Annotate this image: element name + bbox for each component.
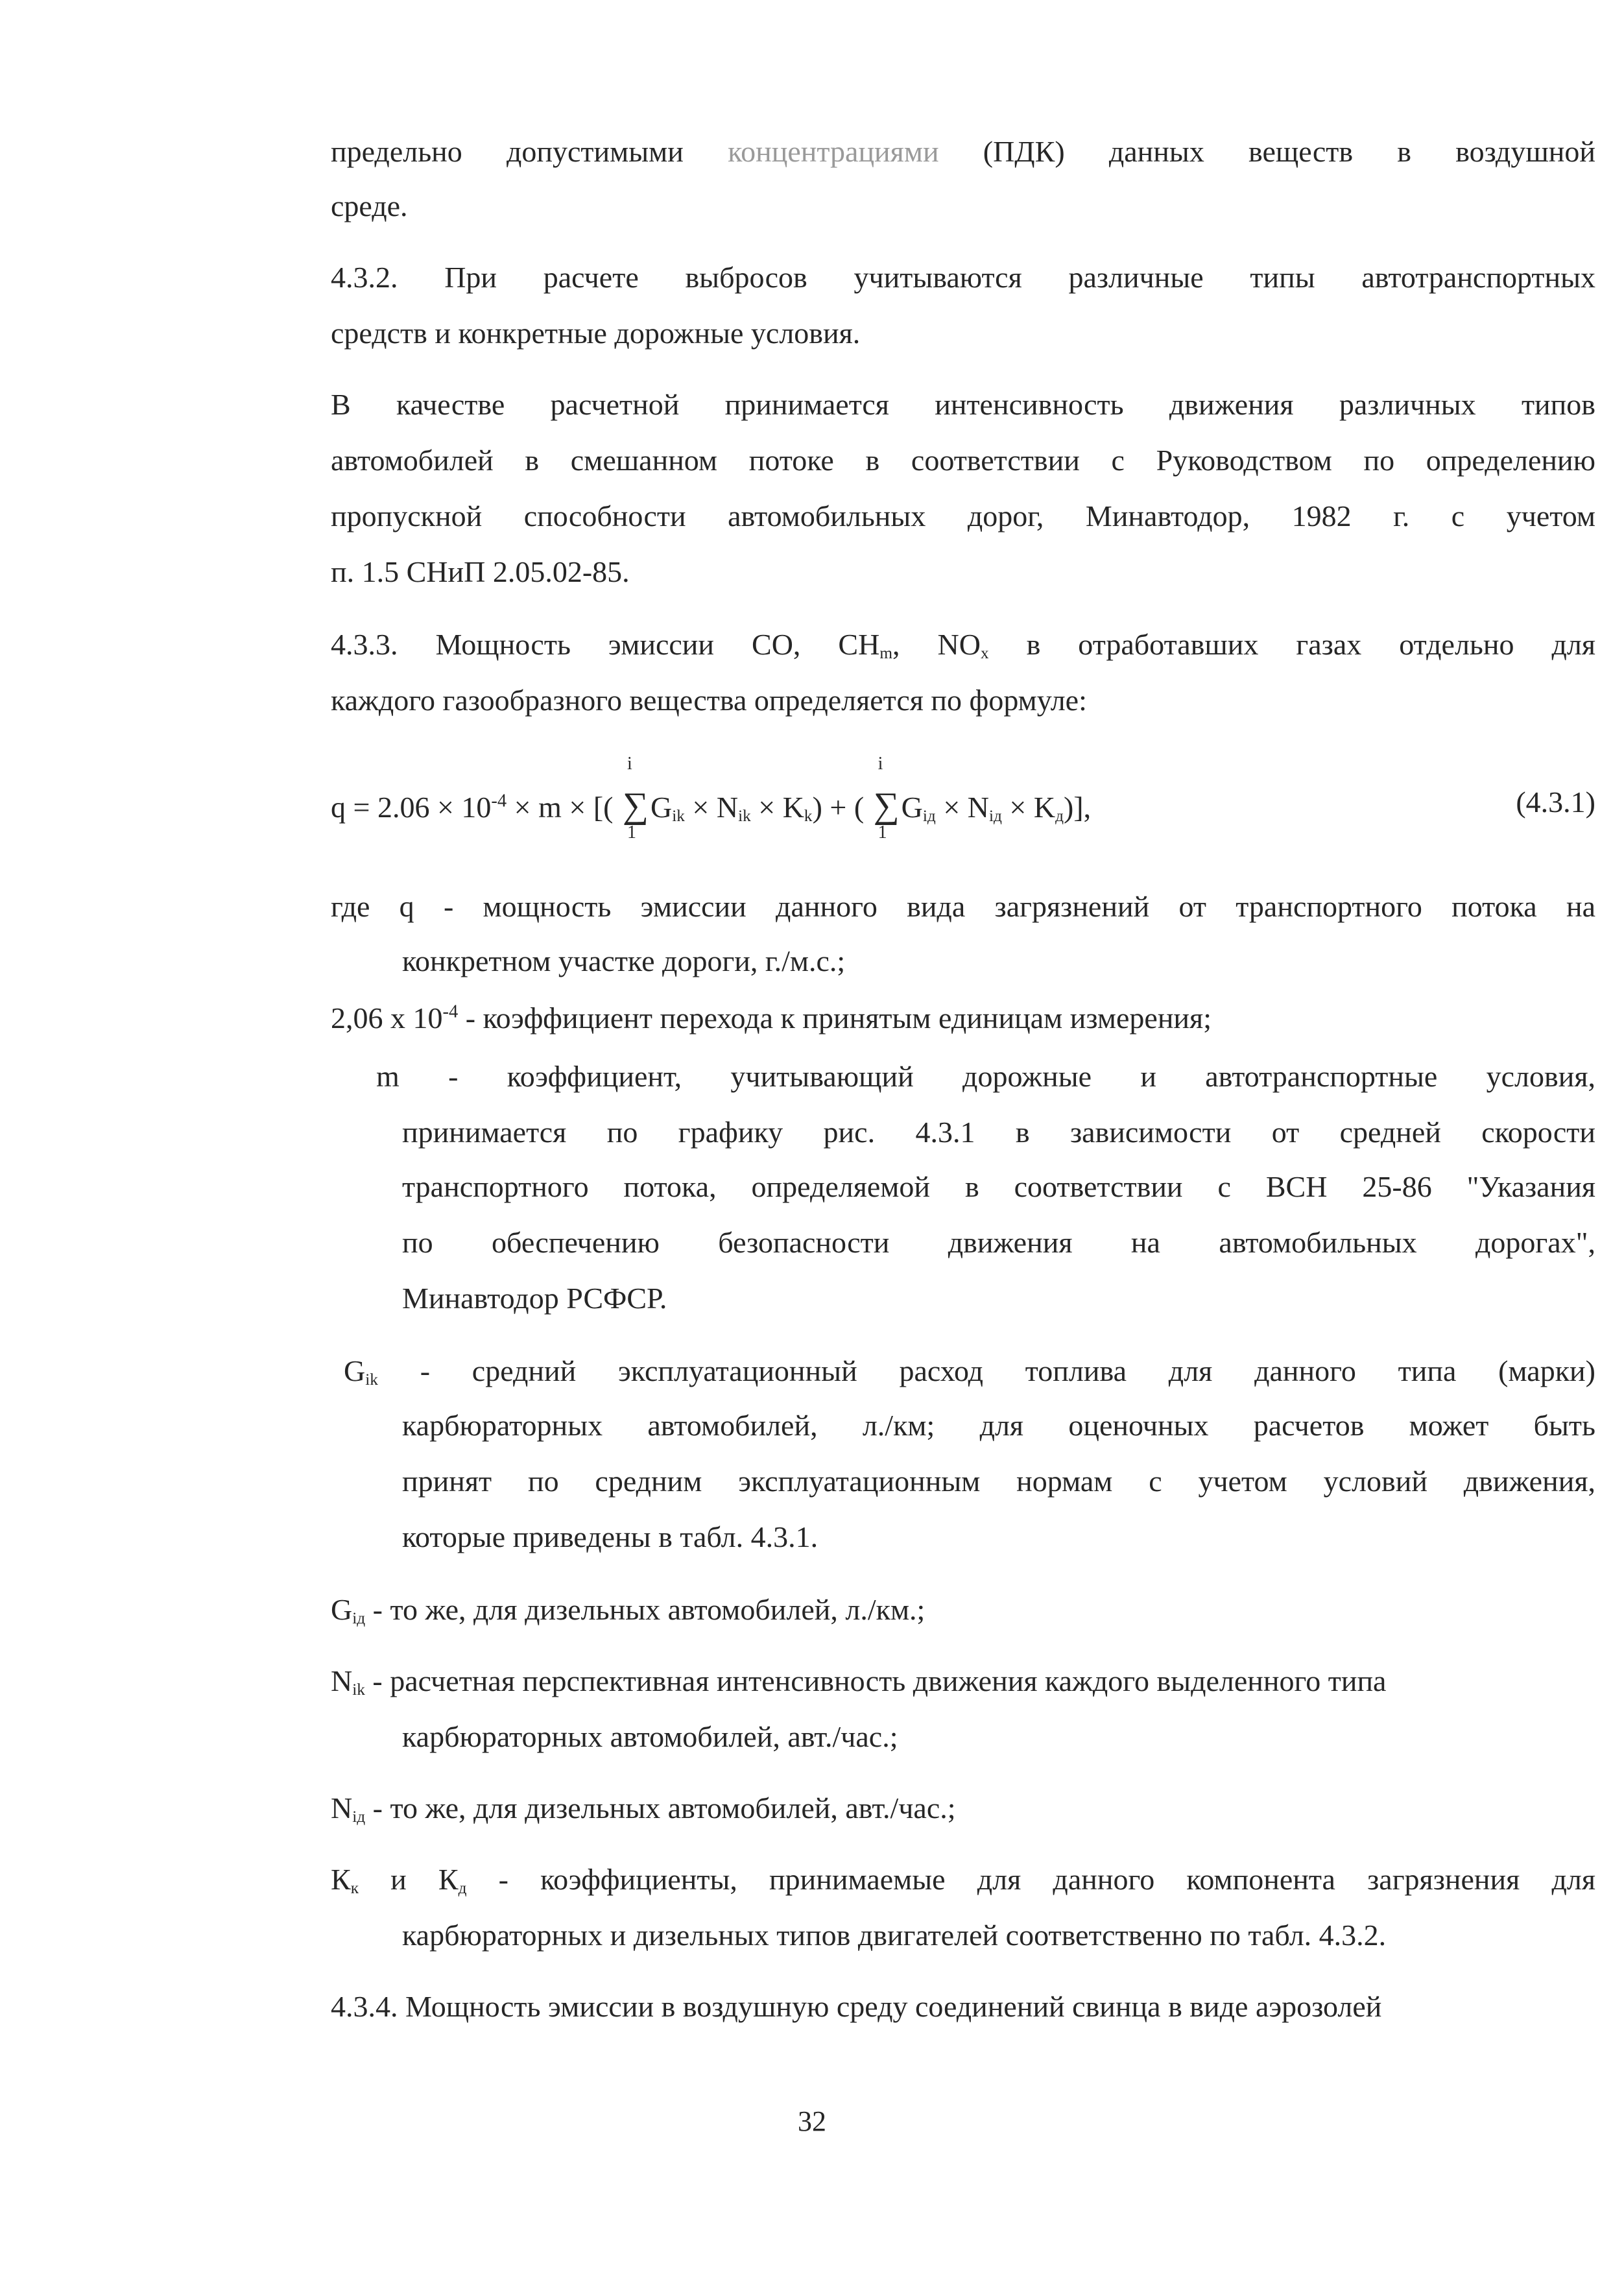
text-line: Минавтодор РСФСР. — [402, 1282, 667, 1315]
text-line: транспортного потока, определяемой в соответствии с ВСН 25-86 "Указания — [402, 1170, 1595, 1203]
text-line: пропускной способности автомобильных дорог, Минавтодор, 1982 г. с учетом — [331, 499, 1595, 532]
text-line: которые приведены в табл. 4.3.1. — [402, 1520, 818, 1553]
formula-4-3-1 — [331, 739, 1595, 882]
text-line — [331, 134, 1595, 170]
text-line: В качестве расчетной принимается интенсивность движения различных типов — [331, 388, 1595, 421]
sum-symbol: i ∑ 1 — [873, 754, 900, 843]
text-line: Nik - расчетная перспективная интенсивность движения каждого выделенного типа — [331, 1664, 1387, 1699]
sum-symbol: i ∑ 1 — [623, 754, 649, 843]
text-line: 2,06 х $10^{-4}$ - коэффициент перехода к принятым единицам измерения; — [331, 1001, 1212, 1035]
symbol-K: Кк и Кд — [331, 1863, 467, 1898]
text-line — [331, 627, 1595, 663]
text-line: по обеспечению безопасности движения на автомобильных дорогах", — [402, 1226, 1595, 1259]
text-fragment-faded: концентрациями — [728, 135, 939, 168]
text-line: 4.3.2. При расчете выбросов учитываются различные типы автотранспортных — [331, 261, 1595, 294]
text-line: среде. — [331, 189, 408, 222]
text-line: конкретном участке дороги, г./м.с.; — [402, 944, 846, 977]
text-line: карбюраторных автомобилей, авт./час.; — [402, 1720, 898, 1753]
text-line: Niд - то же, для дизельных автомобилей, авт./час.; — [331, 1791, 956, 1826]
text-line: принят по средним эксплуатационным нормам с учетом условий движения, — [402, 1465, 1595, 1498]
text-fragment: 4.3.3. Мощность эмиссии СО, СНm, NОх — [331, 628, 989, 663]
text-line: m - коэффициент, учитывающий дорожные и автотранспортные условия, — [376, 1060, 1595, 1093]
formula-number: (4.3.1) — [1516, 785, 1595, 819]
text-line: принимается по графику рис. 4.3.1 в зависимости от средней скорости — [402, 1116, 1595, 1149]
text-line: средств и конкретные дорожные условия. — [331, 317, 861, 350]
text-fragment: (ПДК) данных веществ в воздушной — [983, 135, 1595, 168]
text-line: автомобилей в смешанном потоке в соответствии с Руководством по определению — [331, 444, 1595, 477]
text-line: 4.3.4. Мощность эмиссии в воздушную среду соединений свинца в виде аэрозолей — [331, 1990, 1382, 2023]
formula-body: $q = 2.06 \times 10^{-4} \times m$ × [( i ∑ 1 Gik × Nik × Kk) + ( i ∑ 1 Giд × Niд × Kд)], — [331, 754, 1092, 843]
text-line: Giд - то же, для дизельных автомобилей, л./км.; — [331, 1593, 925, 1628]
text-fragment: предельно допустимыми — [331, 135, 684, 168]
text-line: карбюраторных и дизельных типов двигателей соответственно по табл. 4.3.2. — [402, 1919, 1387, 1952]
text-fragment: в отработавших газах отдельно для — [1026, 628, 1596, 661]
text-line: карбюраторных автомобилей, л./км; для оценочных расчетов может быть — [402, 1409, 1595, 1442]
page-number: 32 — [798, 2105, 826, 2137]
text-line: где q - мощность эмиссии данного вида загрязнений от транспортного потока на — [331, 890, 1595, 923]
symbol-Gik: Gik — [344, 1354, 378, 1389]
text-line: п. 1.5 СНиП 2.05.02-85. — [331, 555, 630, 588]
text-line: Кк и Кд - коэффициенты, принимаемые для данного компонента загрязнения для — [331, 1863, 1595, 1898]
text-line: Gik - средний эксплуатационный расход топлива для данного типа (марки) — [344, 1354, 1595, 1389]
text-line: каждого газообразного вещества определяется по формуле: — [331, 684, 1087, 717]
